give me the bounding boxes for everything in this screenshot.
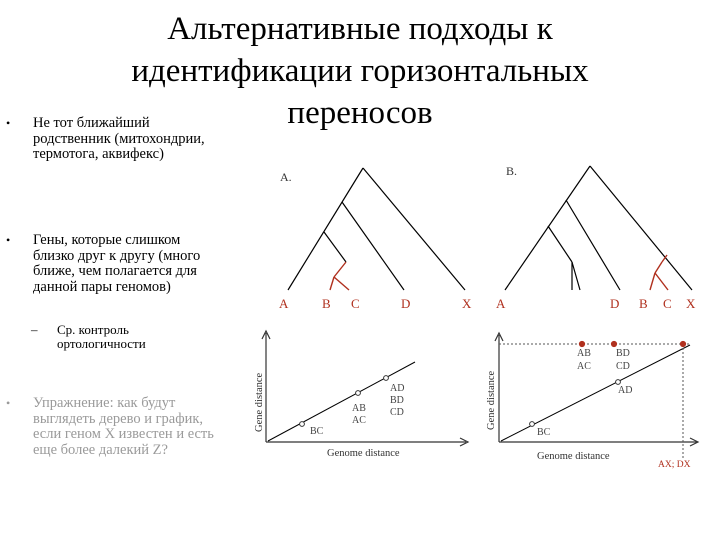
point-ax-dx (680, 341, 685, 346)
bullet-text: Гены, которые слишком близко друг к другу (много ближе, чем полагается для данной пары геномов) (33, 232, 201, 295)
tree-a-hgt-branches (330, 262, 349, 290)
leaf-label: C (351, 296, 360, 311)
tree-b-leaves (496, 296, 696, 311)
tree-a (279, 168, 472, 311)
tree-b-hgt-branches (650, 255, 668, 290)
leaf-label: X (686, 296, 696, 311)
label-bc: BC (310, 426, 324, 437)
leaf-label: A (496, 296, 506, 311)
label-ad: AD (618, 385, 633, 396)
point-ad-bd-cd (384, 376, 389, 381)
label-cd: CD (616, 361, 630, 372)
leaf-label: B (639, 296, 648, 311)
plot-a-ylabel: Gene distance (254, 372, 265, 432)
sub-bullet-marker: – (31, 322, 38, 337)
leaf-label: D (610, 296, 620, 311)
label-ab: AB (352, 403, 366, 414)
label-ac: AC (352, 415, 366, 426)
plot-b-point-labels (537, 348, 632, 438)
plot-b (486, 333, 698, 470)
label-bc: BC (537, 427, 551, 438)
point-bc (300, 422, 305, 427)
plot-b-trend-line (501, 345, 690, 441)
tree-a-panel-label: A. (280, 170, 292, 184)
tree-a-leaves (279, 296, 472, 311)
leaf-label: A (279, 296, 289, 311)
tree-b-panel-label: B. (506, 164, 518, 178)
leaf-label: D (401, 296, 411, 311)
bullet-marker: • (6, 396, 11, 410)
plot-a-xlabel: Genome distance (327, 448, 400, 459)
tree-b-branches (505, 166, 692, 290)
tree-b (496, 164, 696, 311)
plot-b-guides (499, 344, 690, 458)
plot-b-points (530, 341, 686, 426)
label-ad: AD (390, 383, 405, 394)
tree-a-branches (288, 168, 465, 290)
point-bc (530, 422, 535, 427)
leaf-label: X (462, 296, 472, 311)
label-ax-dx: AX; DX (658, 460, 691, 470)
label-bd: BD (616, 348, 630, 359)
plot-b-xlabel: Genome distance (537, 451, 610, 462)
label-ac: AC (577, 361, 591, 372)
plot-a (254, 331, 468, 459)
label-cd: CD (390, 407, 404, 418)
sub-bullet-text: Ср. контроль ортологичности (57, 322, 146, 351)
bullet-marker: • (6, 233, 11, 247)
bullet-text: Не тот ближайший родственник (митохондрии, термотога, аквифекс) (33, 115, 205, 162)
point-ab-ac (579, 341, 584, 346)
point-ab-ac (356, 391, 361, 396)
label-bd: BD (390, 395, 404, 406)
point-ad (616, 380, 621, 385)
leaf-label: C (663, 296, 672, 311)
label-ab: AB (577, 348, 591, 359)
bullet-text: Упражнение: как будут выглядеть дерево и график, если геном X известен и есть еще более далекий Z? (33, 395, 214, 458)
point-bd-cd (611, 341, 616, 346)
slide-title: Альтернативные подходы к идентификации горизонтальных переносов (131, 11, 589, 131)
plot-b-ylabel: Gene distance (486, 370, 497, 430)
leaf-label: B (322, 296, 331, 311)
bullet-marker: • (6, 116, 11, 130)
